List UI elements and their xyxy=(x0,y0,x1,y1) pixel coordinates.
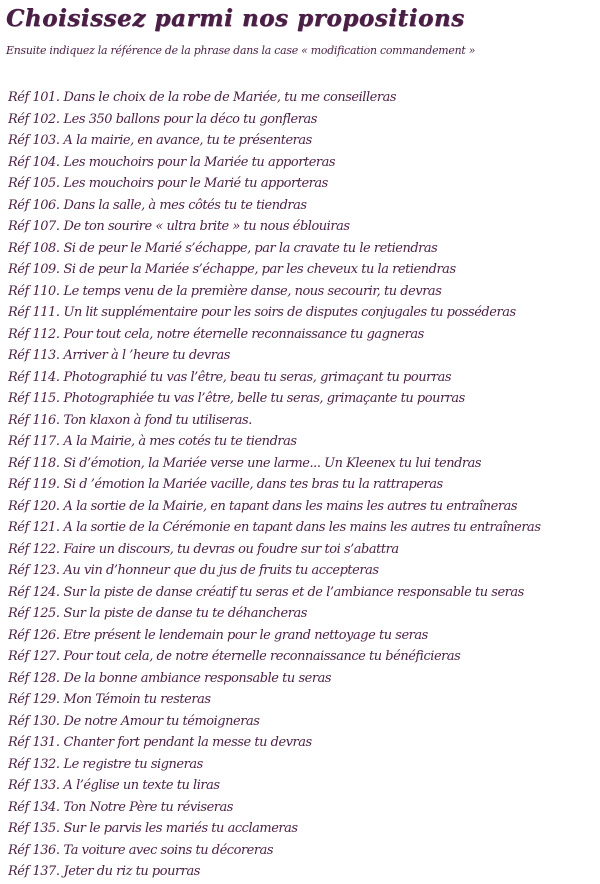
reference-number: Réf 121. xyxy=(8,520,60,535)
reference-item xyxy=(8,367,598,389)
reference-phrase: Ta voiture avec soins tu décoreras xyxy=(63,842,274,858)
reference-number: Réf 112. xyxy=(8,326,60,342)
reference-item xyxy=(8,539,598,561)
reference-phrase: Ton Notre Père tu réviseras xyxy=(63,799,233,815)
reference-number: Réf 119. xyxy=(8,477,60,492)
reference-item xyxy=(8,582,598,604)
reference-phrase: Si de peur la Mariée s’échappe, par les cheveux tu la retiendras xyxy=(63,262,456,277)
reference-item xyxy=(8,732,598,754)
reference-number: Réf 122. xyxy=(8,541,60,557)
reference-phrase: Sur la piste de danse tu te déhancheras xyxy=(63,606,307,621)
reference-phrase: Dans la salle, à mes côtés tu te tiendras xyxy=(63,197,307,213)
reference-number: Réf 110. xyxy=(8,283,60,299)
reference-phrase: A la mairie, en avance, tu te présenteras xyxy=(63,133,312,148)
reference-number: Réf 128. xyxy=(8,670,60,686)
reference-number: Réf 102. xyxy=(8,111,60,127)
reference-item xyxy=(8,281,598,303)
reference-item xyxy=(8,560,598,582)
reference-phrase: Pour tout cela, de notre éternelle reconnaissance tu bénéficieras xyxy=(63,649,461,664)
reference-phrase: Photographiée tu vas l’être, belle tu seras, grimaçante tu pourras xyxy=(63,391,465,406)
reference-phrase: A la sortie de la Mairie, en tapant dans les mains les autres tu entraîneras xyxy=(63,498,518,514)
reference-phrase: Etre présent le lendemain pour le grand nettoyage tu seras xyxy=(63,627,428,643)
reference-number: Réf 131. xyxy=(8,735,60,750)
reference-item xyxy=(8,410,598,432)
reference-phrase: Au vin d’honneur que du jus de fruits tu accepteras xyxy=(63,563,379,578)
reference-phrase: Faire un discours, tu devras ou foudre sur toi s’abattra xyxy=(63,541,399,557)
reference-item xyxy=(8,668,598,690)
reference-number: Réf 113. xyxy=(8,348,60,363)
reference-phrase: Mon Témoin tu resteras xyxy=(63,692,211,707)
reference-phrase: Les 350 ballons pour la déco tu gonfleras xyxy=(63,111,317,127)
reference-item xyxy=(8,388,598,410)
reference-number: Réf 107. xyxy=(8,219,60,234)
reference-phrase: Photographié tu vas l’être, beau tu seras, grimaçant tu pourras xyxy=(63,369,452,385)
reference-item xyxy=(8,517,598,539)
reference-number: Réf 111. xyxy=(8,305,60,320)
reference-item xyxy=(8,324,598,346)
reference-item xyxy=(8,431,598,453)
reference-phrase: A l’église un texte tu liras xyxy=(63,778,220,793)
reference-item xyxy=(8,474,598,496)
reference-number: Réf 136. xyxy=(8,842,60,858)
reference-number: Réf 133. xyxy=(8,778,60,793)
reference-number: Réf 137. xyxy=(8,864,60,879)
reference-item xyxy=(8,87,598,109)
reference-item xyxy=(8,689,598,711)
reference-number: Réf 115. xyxy=(8,391,60,406)
reference-item xyxy=(8,195,598,217)
reference-item xyxy=(8,259,598,281)
reference-phrase: Les mouchoirs pour le Marié tu apporteras xyxy=(63,176,328,191)
reference-number: Réf 117. xyxy=(8,434,60,449)
reference-phrase: Sur le parvis les mariés tu acclameras xyxy=(63,821,298,836)
reference-number: Réf 135. xyxy=(8,821,60,836)
reference-item xyxy=(8,861,598,883)
reference-item xyxy=(8,646,598,668)
reference-item xyxy=(8,603,598,625)
reference-phrase: De la bonne ambiance responsable tu seras xyxy=(63,670,332,686)
reference-list xyxy=(8,87,598,883)
reference-phrase: Pour tout cela, notre éternelle reconnaissance tu gagneras xyxy=(63,326,424,342)
reference-item xyxy=(8,496,598,518)
reference-phrase: Ton klaxon à fond tu utiliseras. xyxy=(63,412,252,428)
reference-number: Réf 118. xyxy=(8,455,60,471)
reference-number: Réf 120. xyxy=(8,498,60,514)
reference-item xyxy=(8,173,598,195)
reference-number: Réf 109. xyxy=(8,262,60,277)
reference-item xyxy=(8,216,598,238)
reference-number: Réf 108. xyxy=(8,240,60,256)
reference-item xyxy=(8,453,598,475)
reference-number: Réf 106. xyxy=(8,197,60,213)
reference-item xyxy=(8,345,598,367)
reference-number: Réf 130. xyxy=(8,713,60,729)
reference-phrase: A la Mairie, à mes cotés tu te tiendras xyxy=(63,434,297,449)
page-subtitle: Ensuite indiquez la référence de la phrase dans la case « modification commandement » xyxy=(6,44,476,57)
reference-number: Réf 105. xyxy=(8,176,60,191)
reference-number: Réf 129. xyxy=(8,692,60,707)
reference-phrase: Chanter fort pendant la messe tu devras xyxy=(63,735,312,750)
reference-phrase: De notre Amour tu témoigneras xyxy=(63,713,260,729)
page-title: Choisissez parmi nos propositions xyxy=(6,5,465,32)
reference-phrase: Si d ’émotion la Mariée vacille, dans tes bras tu la rattraperas xyxy=(63,477,443,492)
reference-item xyxy=(8,238,598,260)
reference-number: Réf 103. xyxy=(8,133,60,148)
reference-item xyxy=(8,754,598,776)
reference-number: Réf 126. xyxy=(8,627,60,643)
reference-item xyxy=(8,130,598,152)
reference-phrase: A la sortie de la Cérémonie en tapant dans les mains les autres tu entraîneras xyxy=(63,520,541,535)
reference-number: Réf 123. xyxy=(8,563,60,578)
reference-phrase: Si de peur le Marié s’échappe, par la cravate tu le retiendras xyxy=(63,240,438,256)
reference-phrase: Sur la piste de danse créatif tu seras et de l’ambiance responsable tu seras xyxy=(63,584,524,600)
reference-number: Réf 116. xyxy=(8,412,60,428)
reference-phrase: Si d’émotion, la Mariée verse une larme... Un Kleenex tu lui tendras xyxy=(63,455,482,471)
reference-phrase: Les mouchoirs pour la Mariée tu apporteras xyxy=(63,154,336,170)
reference-number: Réf 134. xyxy=(8,799,60,815)
reference-item xyxy=(8,109,598,131)
reference-number: Réf 104. xyxy=(8,154,60,170)
reference-item xyxy=(8,152,598,174)
reference-number: Réf 125. xyxy=(8,606,60,621)
reference-number: Réf 124. xyxy=(8,584,60,600)
reference-phrase: Un lit supplémentaire pour les soirs de disputes conjugales tu posséderas xyxy=(63,305,516,320)
reference-number: Réf 132. xyxy=(8,756,60,772)
reference-phrase: Arriver à l ’heure tu devras xyxy=(63,348,230,363)
reference-item xyxy=(8,711,598,733)
reference-number: Réf 127. xyxy=(8,649,60,664)
reference-number: Réf 101. xyxy=(8,90,60,105)
reference-item xyxy=(8,818,598,840)
reference-phrase: Jeter du riz tu pourras xyxy=(63,864,200,879)
reference-item xyxy=(8,625,598,647)
reference-phrase: Dans le choix de la robe de Mariée, tu me conseilleras xyxy=(63,90,397,105)
reference-number: Réf 114. xyxy=(8,369,60,385)
reference-phrase: De ton sourire « ultra brite » tu nous éblouiras xyxy=(63,219,350,234)
reference-item xyxy=(8,775,598,797)
reference-phrase: Le temps venu de la première danse, nous secourir, tu devras xyxy=(63,283,442,299)
reference-item xyxy=(8,840,598,862)
reference-item xyxy=(8,302,598,324)
reference-phrase: Le registre tu signeras xyxy=(63,756,203,772)
reference-item xyxy=(8,797,598,819)
